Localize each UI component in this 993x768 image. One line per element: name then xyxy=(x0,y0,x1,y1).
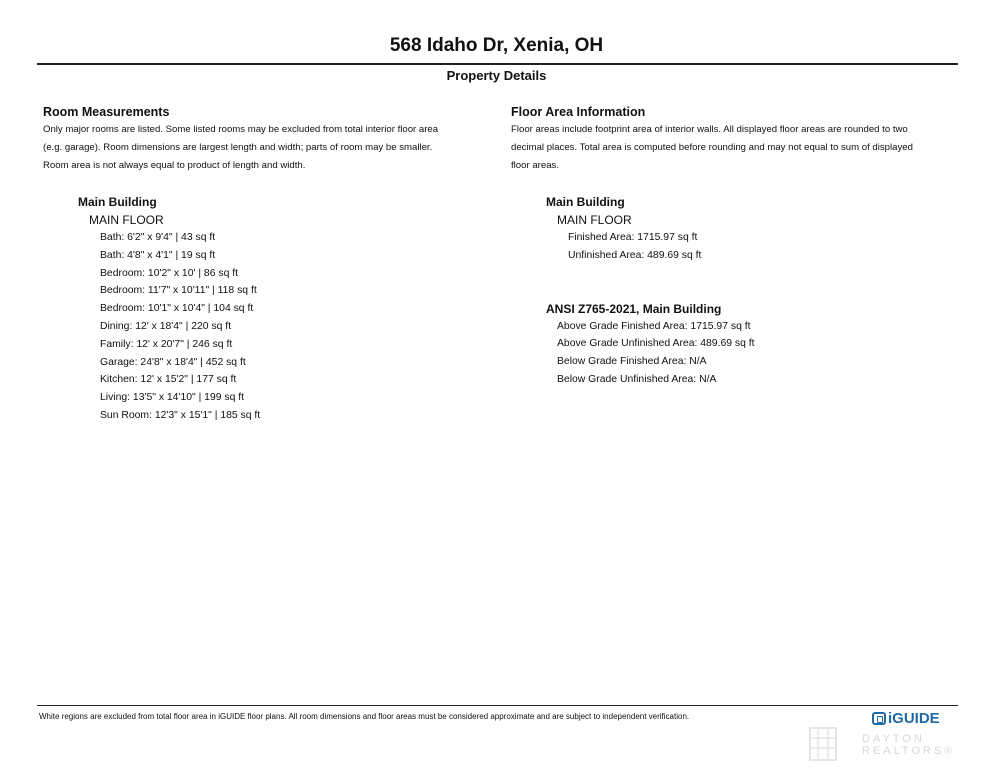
note-line: Floor areas include footprint area of interior walls. All displayed floor areas are rounded to two xyxy=(511,124,908,135)
finished-area: Finished Area: 1715.97 sq ft xyxy=(568,232,698,243)
floor-area-heading: Floor Area Information xyxy=(511,105,646,119)
page-subtitle: Property Details xyxy=(446,68,547,83)
note-line: Only major rooms are listed. Some listed rooms may be excluded from total interior floor area xyxy=(43,124,439,135)
watermark-line: REALTORS® xyxy=(862,745,956,757)
note-line: Room area is not always equal to product of length and width. xyxy=(43,160,306,171)
ansi-item: Above Grade Finished Area: 1715.97 sq ft xyxy=(557,320,751,332)
room-item: Bedroom: 10'1" x 10'4" | 104 sq ft xyxy=(100,303,254,315)
title-rule xyxy=(37,63,958,65)
room-item: Garage: 24'8" x 18'4" | 452 sq ft xyxy=(100,356,246,368)
note-line: decimal places. Total area is computed before rounding and may not equal to sum of displayed xyxy=(511,142,913,153)
floor-name: MAIN FLOOR xyxy=(557,213,632,227)
note-line: (e.g. garage). Room dimensions are largest length and width; parts of room may be smaller. xyxy=(43,142,433,153)
room-measurements-note xyxy=(43,121,493,175)
unfinished-area: Unfinished Area: 489.69 sq ft xyxy=(568,249,702,261)
iguide-logo xyxy=(872,710,940,727)
note-line: floor areas. xyxy=(511,160,559,171)
floor-area-section xyxy=(511,104,961,389)
room-item: Sun Room: 12'3" x 15'1" | 185 sq ft xyxy=(100,409,261,421)
ansi-item: Below Grade Finished Area: N/A xyxy=(557,356,707,368)
room-item: Kitchen: 12' x 15'2" | 177 sq ft xyxy=(100,374,237,386)
ansi-item: Below Grade Unfinished Area: N/A xyxy=(557,373,717,385)
floor-area-note xyxy=(511,121,961,175)
ansi-heading: ANSI Z765-2021, Main Building xyxy=(546,301,722,316)
page-title: 568 Idaho Dr, Xenia, OH xyxy=(389,35,604,56)
room-item: Dining: 12' x 18'4" | 220 sq ft xyxy=(100,320,232,332)
realtors-watermark xyxy=(862,733,955,757)
building-name: Main Building xyxy=(78,195,157,209)
room-item: Family: 12' x 20'7" | 246 sq ft xyxy=(100,338,233,350)
footer-disclaimer: White regions are excluded from total floor area in iGUIDE floor plans. All room dimensions and floor areas must be considered approximate and are subject to independent verification. xyxy=(39,712,690,721)
iguide-logo-icon xyxy=(872,712,886,725)
ansi-list xyxy=(557,318,961,389)
iguide-logo-text: iGUIDE xyxy=(888,710,940,727)
room-measurements-heading: Room Measurements xyxy=(43,105,170,119)
ansi-item: Above Grade Unfinished Area: 489.69 sq ft xyxy=(557,338,755,350)
building-name: Main Building xyxy=(546,195,625,209)
room-item: Bath: 4'8" x 4'1" | 19 sq ft xyxy=(100,249,216,261)
room-item: Bedroom: 10'2" x 10' | 86 sq ft xyxy=(100,267,239,279)
room-measurements-section xyxy=(43,104,493,425)
room-list xyxy=(100,229,493,425)
room-item: Bath: 6'2" x 9'4" | 43 sq ft xyxy=(100,232,216,243)
building-watermark-icon xyxy=(806,722,840,762)
room-item: Bedroom: 11'7" x 10'11" | 118 sq ft xyxy=(100,285,257,297)
watermark-line: DAYTON xyxy=(862,733,925,745)
footer-rule xyxy=(37,705,958,706)
floor-name: MAIN FLOOR xyxy=(89,213,164,227)
room-item: Living: 13'5" x 14'10" | 199 sq ft xyxy=(100,392,245,404)
